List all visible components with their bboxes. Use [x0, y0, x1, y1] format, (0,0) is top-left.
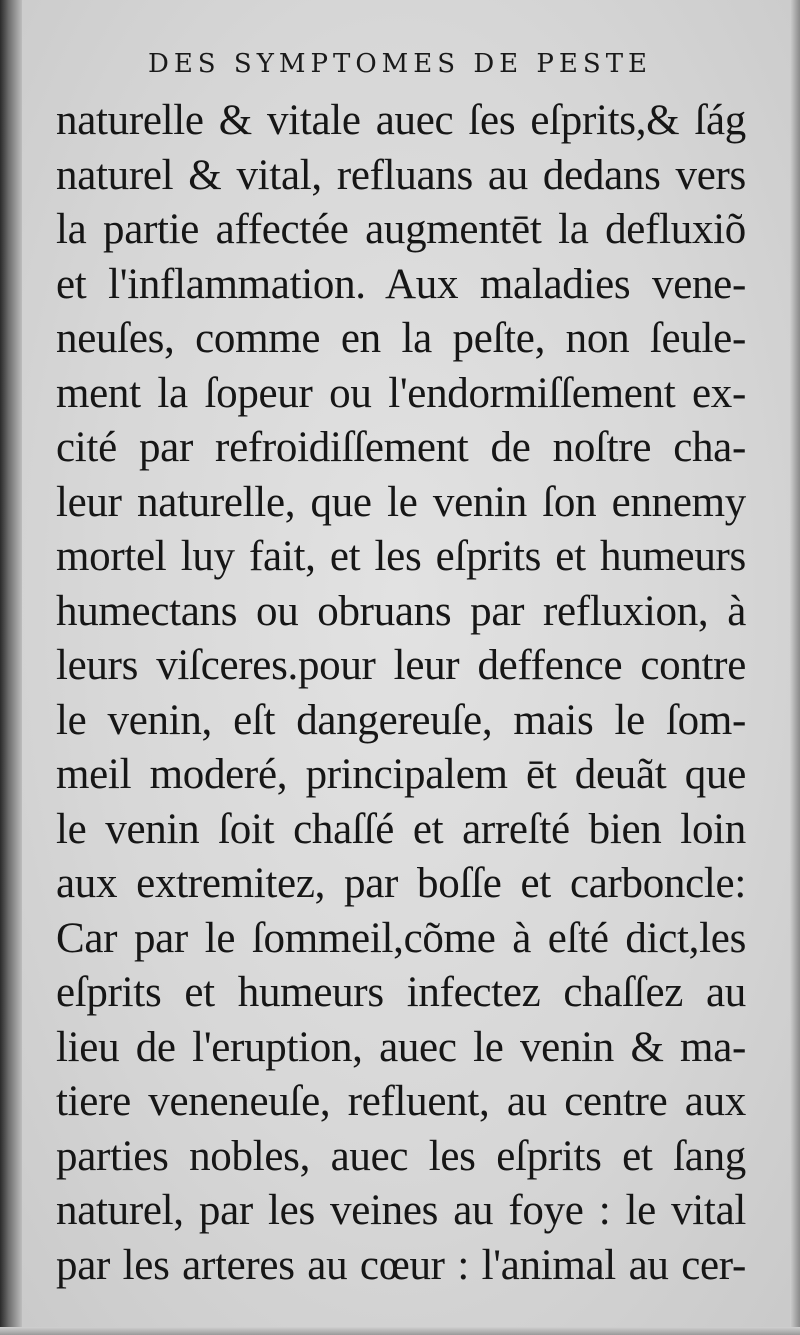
text-line: le venin, eſt dangereuſe, mais le ſom- — [56, 696, 746, 744]
text-line: et l'inflammation. Aux maladies vene- — [56, 260, 746, 308]
text-line: neuſes, comme en la peſte, non ſeule- — [56, 315, 746, 362]
body-text — [56, 94, 746, 1293]
text-line: parties nobles, auec les eſprits et ſang — [56, 1132, 746, 1180]
text-line: leurs viſceres.pour leur deffence contre — [56, 642, 746, 689]
text-line: leur naturelle, que le venin ſon ennemy — [56, 478, 746, 526]
running-head: DES SYMPTOMES DE PESTE — [147, 49, 653, 79]
text-line: naturelle & vitale auec ſes eſprits,& ſág — [56, 97, 746, 144]
page-bottom-edge — [0, 1327, 800, 1335]
text-line: par les arteres au cœur : l'animal au cer- — [56, 1241, 746, 1289]
text-line: eſprits et humeurs infectez chaſſez au — [56, 969, 746, 1016]
text-line: mortel luy fait, et les eſprits et humeurs — [56, 533, 746, 580]
text-line: meil moderé, principalem ēt deuãt que — [56, 751, 746, 798]
text-line: Car par le ſommeil,cõme à eſté dict,les — [56, 914, 746, 962]
page-left-edge-shadow — [0, 0, 22, 1335]
text-line: ment la ſopeur ou l'endormiſſement ex- — [56, 369, 746, 417]
page-right-edge — [790, 0, 800, 1335]
text-line: lieu de l'eruption, auec le venin & ma- — [56, 1023, 746, 1071]
text-line: humectans ou obruans par refluxion, à — [56, 587, 746, 635]
text-line: naturel, par les veines au foye : le vital — [56, 1187, 746, 1234]
text-line: cité par refroidiſſement de noſtre cha- — [56, 424, 746, 471]
text-line: le venin ſoit chaſſé et arreſté bien loin — [56, 805, 746, 853]
text-line: aux extremitez, par boſſe et carboncle: — [56, 860, 746, 907]
text-line: la partie affectée augmentēt la defluxiõ — [56, 206, 746, 253]
text-line: naturel & vital, refluans au dedans vers — [56, 151, 746, 199]
text-line: tiere veneneuſe, refluent, au centre aux — [56, 1078, 746, 1125]
